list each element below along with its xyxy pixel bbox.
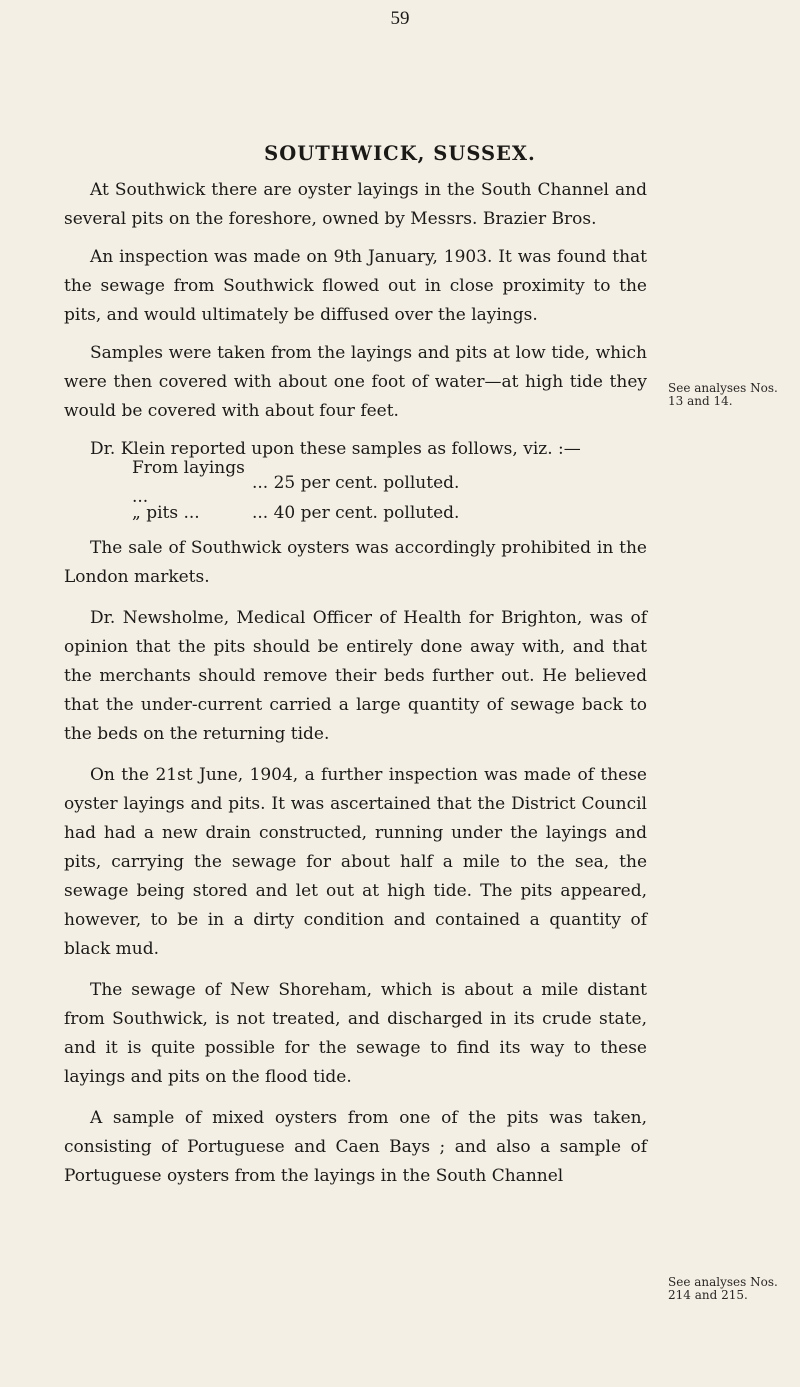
paragraph-2: An inspection was made on 9th January, 1903. It was found that the sewage from Southwick flowed out in close proximity to the pits, and would ultimately be diffused over the layings. [64,247,647,325]
margin-note-1: See analyses Nos. 13 and 14. [668,381,778,408]
page-heading: SOUTHWICK, SUSSEX. [264,142,536,165]
result-label: From layings ... [132,458,245,507]
result-row [64,498,647,528]
paragraph-7: On the 21st June, 1904, a further inspection was made of these oyster layings and pits. It was ascertained that the District Council had had a new drain constructed, running under the layings and pits, carrying the sewage for about half a mile to the sea, the sewage being stored and let out at high tide. The pits appeared, however, to be in a dirty condition and contained a quantity of black mud. [64,765,647,959]
result-row [64,458,647,507]
margin-note-2: See analyses Nos. 214 and 215. [668,1275,778,1302]
result-value: ... 40 per cent. polluted. [252,502,460,523]
paragraph-9: A sample of mixed oysters from one of the pits was taken, consisting of Portuguese and Caen Bays ; and also a sample of Portuguese oysters from the layings in the South Channel [64,1108,647,1186]
paragraph-5: The sale of Southwick oysters was accordingly prohibited in the London markets. [64,538,647,587]
page-number: 59 [390,8,410,29]
paragraph-3: Samples were taken from the layings and pits at low tide, which were then covered with about one foot of water—at high tide they would be covered with about four feet. [64,343,647,421]
paragraph-6: Dr. Newsholme, Medical Officer of Health for Brighton, was of opinion that the pits should be entirely done away with, and that the merchants should remove their beds further out. He believed that the under-current carried a large quantity of sewage back to the beds on the returning tide. [64,608,647,744]
paragraph-4: Dr. Klein reported upon these samples as follows, viz. :— [90,439,581,459]
results-list [64,458,647,528]
paragraph-1: At Southwick there are oyster layings in the South Channel and several pits on the foreshore, owned by Messrs. Brazier Bros. [64,180,647,229]
result-value: ... 25 per cent. polluted. [252,472,460,493]
body-text [64,176,647,1191]
paragraph-8: The sewage of New Shoreham, which is about a mile distant from Southwick, is not treated, and discharged in its crude state, and it is quite possible for the sewage to find its way to these layings and pits on the flood tide. [64,980,647,1087]
result-label: „ pits ... [132,502,200,523]
